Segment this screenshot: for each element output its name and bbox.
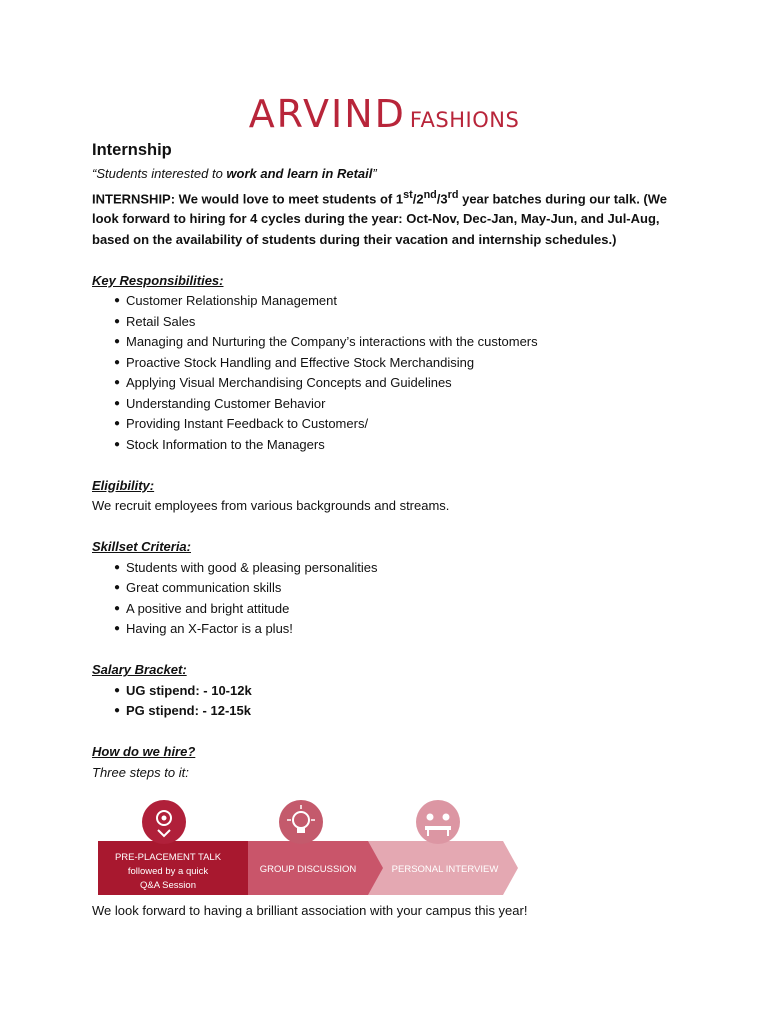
intro-paragraph bbox=[92, 185, 692, 251]
list-item: ● UG stipend: - 10-12k bbox=[114, 681, 692, 702]
tagline-emphasis: work and learn in Retail bbox=[226, 166, 373, 181]
responsibilities-heading: Key Responsibilities: bbox=[92, 272, 224, 288]
step1-label-line2: followed by a quick bbox=[127, 866, 209, 877]
list-item: ● A positive and bright attitude bbox=[114, 599, 692, 620]
skillset-heading: Skillset Criteria: bbox=[92, 539, 191, 555]
list-item: ● Having an X-Factor is a plus! bbox=[114, 619, 692, 640]
intro-part: INTERNSHIP: We would love to meet students of 1 bbox=[92, 190, 404, 206]
tagline-open: “Students interested to bbox=[92, 166, 227, 181]
company-logo bbox=[0, 92, 768, 136]
intro-part: year batches during our talk. (We look forward to hiring for 4 cycles during the year: Oct-Nov, Dec-Jan, May-Jun, and Jul-Aug, based on the availability of students during their vacation and internship schedules.) bbox=[92, 190, 668, 247]
eligibility-text: We recruit employees from various backgrounds and streams. bbox=[92, 498, 450, 514]
closing-text: We look forward to having a brilliant association with your campus this year! bbox=[92, 903, 528, 918]
hire-heading: How do we hire? bbox=[92, 744, 196, 760]
intro-sup: rd bbox=[447, 188, 459, 201]
eligibility-heading: Eligibility: bbox=[92, 477, 155, 493]
intro-sup: st bbox=[403, 188, 413, 201]
list-item: ● Providing Instant Feedback to Customers/ bbox=[114, 414, 692, 435]
step2-label: GROUP DISCUSSION bbox=[259, 864, 357, 875]
step1-icon bbox=[142, 800, 186, 844]
document-body bbox=[92, 140, 692, 783]
list-item: ● Applying Visual Merchandising Concepts and Guidelines bbox=[114, 373, 692, 394]
hiring-steps-graphic bbox=[98, 796, 518, 896]
responsibilities-list bbox=[92, 291, 692, 455]
tagline-close: ” bbox=[372, 166, 377, 181]
list-item: ● PG stipend: - 12-15k bbox=[114, 701, 692, 722]
list-item: ● Proactive Stock Handling and Effective Stock Merchandising bbox=[114, 353, 692, 374]
salary-heading: Salary Bracket: bbox=[92, 662, 187, 678]
step2-icon bbox=[279, 800, 323, 844]
tagline bbox=[92, 164, 692, 185]
step1-label-line1: PRE-PLACEMENT TALK bbox=[114, 852, 222, 863]
list-item: ● Stock Information to the Managers bbox=[114, 435, 692, 456]
intro-part: /3 bbox=[436, 190, 448, 206]
logo-brand: ARVIND bbox=[248, 92, 406, 136]
salary-list bbox=[92, 681, 692, 722]
intro-sup: nd bbox=[423, 188, 437, 201]
step3-icon bbox=[416, 800, 460, 844]
list-item: ● Retail Sales bbox=[114, 312, 692, 333]
list-item: ● Customer Relationship Management bbox=[114, 291, 692, 312]
skillset-list bbox=[92, 558, 692, 640]
list-item: ● Managing and Nurturing the Company’s interactions with the customers bbox=[114, 332, 692, 353]
hire-subheading: Three steps to it: bbox=[92, 764, 189, 780]
page-title: Internship bbox=[92, 141, 172, 159]
list-item: ● Understanding Customer Behavior bbox=[114, 394, 692, 415]
step3-label: PERSONAL INTERVIEW bbox=[391, 864, 499, 875]
step1-label-line3: Q&A Session bbox=[140, 880, 196, 891]
logo-sub: FASHIONS bbox=[409, 108, 520, 132]
list-item: ● Great communication skills bbox=[114, 578, 692, 599]
list-item: ● Students with good & pleasing personalities bbox=[114, 558, 692, 579]
intro-part: /2 bbox=[412, 190, 424, 206]
